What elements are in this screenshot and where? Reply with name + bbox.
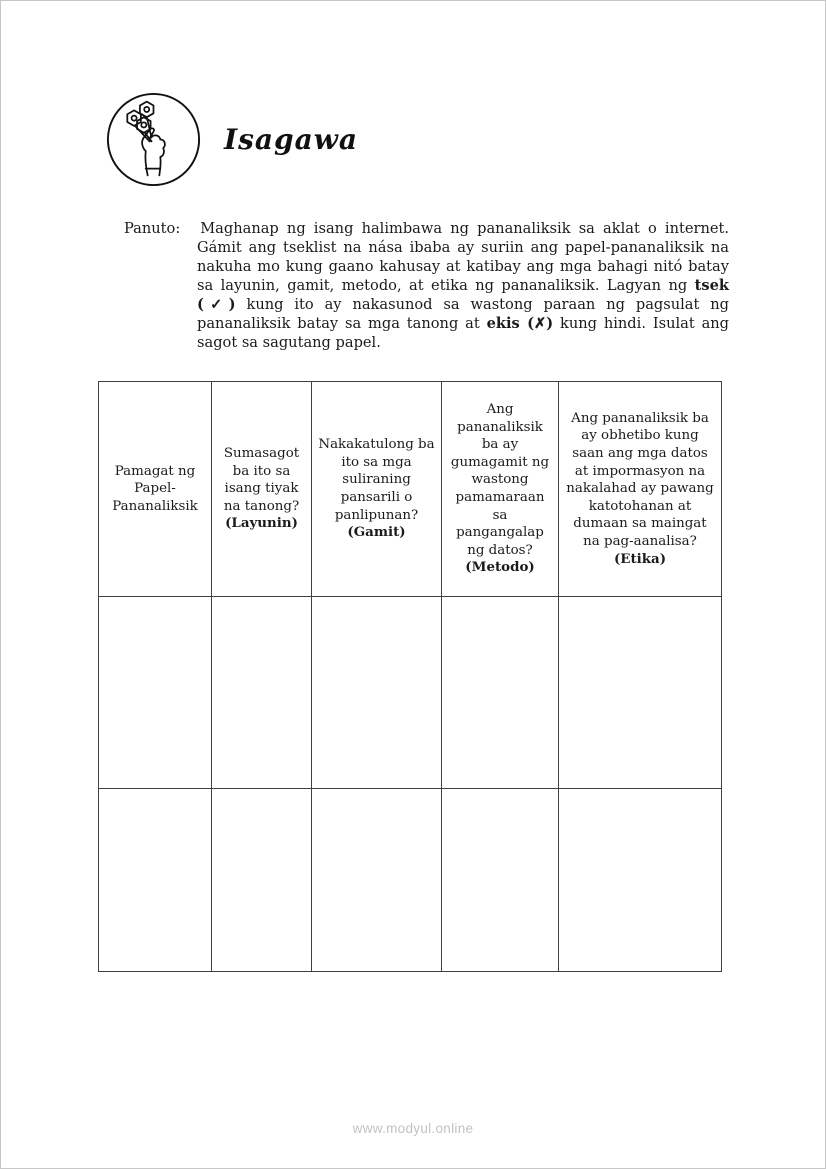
- column-header-text: Nakakatulong ba ito sa mga suliraning pansarili o panlipunan?: [318, 437, 435, 523]
- hand-holding-flowers-icon: [105, 91, 202, 188]
- checklist-table: [98, 381, 722, 972]
- answer-cell: [559, 789, 722, 972]
- column-header-metodo: [442, 382, 559, 597]
- column-header-emphasis: (Etika): [613, 550, 667, 567]
- column-header-emphasis: (Gamit): [347, 524, 406, 541]
- instructions-bold-tsek: tsek (✓): [197, 277, 729, 313]
- section-header: [105, 91, 358, 188]
- answer-cell: [559, 597, 722, 789]
- answer-cell: [312, 597, 442, 789]
- answer-cell: [442, 789, 559, 972]
- instructions-label: Panuto:: [124, 220, 181, 237]
- column-header-gamit: [312, 382, 442, 597]
- answer-cell: [212, 597, 312, 789]
- instructions-text-3: kung hindi. Isulat ang sagot sa sagutang papel.: [197, 315, 730, 351]
- answer-cell: [312, 789, 442, 972]
- page-title: Isagawa: [224, 123, 358, 156]
- column-header-etika: [559, 382, 722, 597]
- answer-cell: [442, 597, 559, 789]
- answer-cell: [99, 597, 212, 789]
- column-header-text: Ang pananaliksik ba ay obhetibo kung saan ang mga datos at impormasyon na nakalahad ay pawang katotohanan at dumaan sa maingat na pag-aanalisa?: [566, 410, 714, 549]
- column-header-text: Ang pananaliksik ba ay gumagamit ng wastong pamamaraan sa pangangalap ng datos?: [450, 402, 550, 558]
- column-header-text: Pamagat ng Papel-Pananaliksik: [112, 463, 198, 514]
- column-header-emphasis: (Metodo): [465, 559, 535, 576]
- column-header-layunin: [212, 382, 312, 597]
- column-header-text: Sumasagot ba ito sa isang tiyak na tanong?: [223, 446, 300, 514]
- instructions-paragraph: [124, 219, 729, 352]
- column-header-emphasis: (Layunin): [225, 515, 298, 532]
- answer-cell: [99, 789, 212, 972]
- table-row: [99, 789, 722, 972]
- instructions-text-2: kung ito ay nakasunod sa wastong paraan ng pagsulat ng pananaliksik batay sa mga tanong at: [197, 296, 729, 332]
- instructions-bold-ekis: ekis (✗): [486, 315, 554, 332]
- answer-cell: [212, 789, 312, 972]
- column-header-pamagat: [99, 382, 212, 597]
- table-header-row: [99, 382, 722, 597]
- footer-url: www.modyul.online: [352, 1121, 474, 1136]
- table-row: [99, 597, 722, 789]
- instructions-text-1: Maghanap ng isang halimbawa ng pananaliksik sa aklat o internet. Gámit ang tseklist na nása ibaba ay suriin ang papel-pananaliksik na nakuha mo kung gaano kahusay at katibay ang mga bahagi nitó batay sa layunin, gamit, metodo, at etika ng pananaliksik. Lagyan ng: [197, 220, 729, 294]
